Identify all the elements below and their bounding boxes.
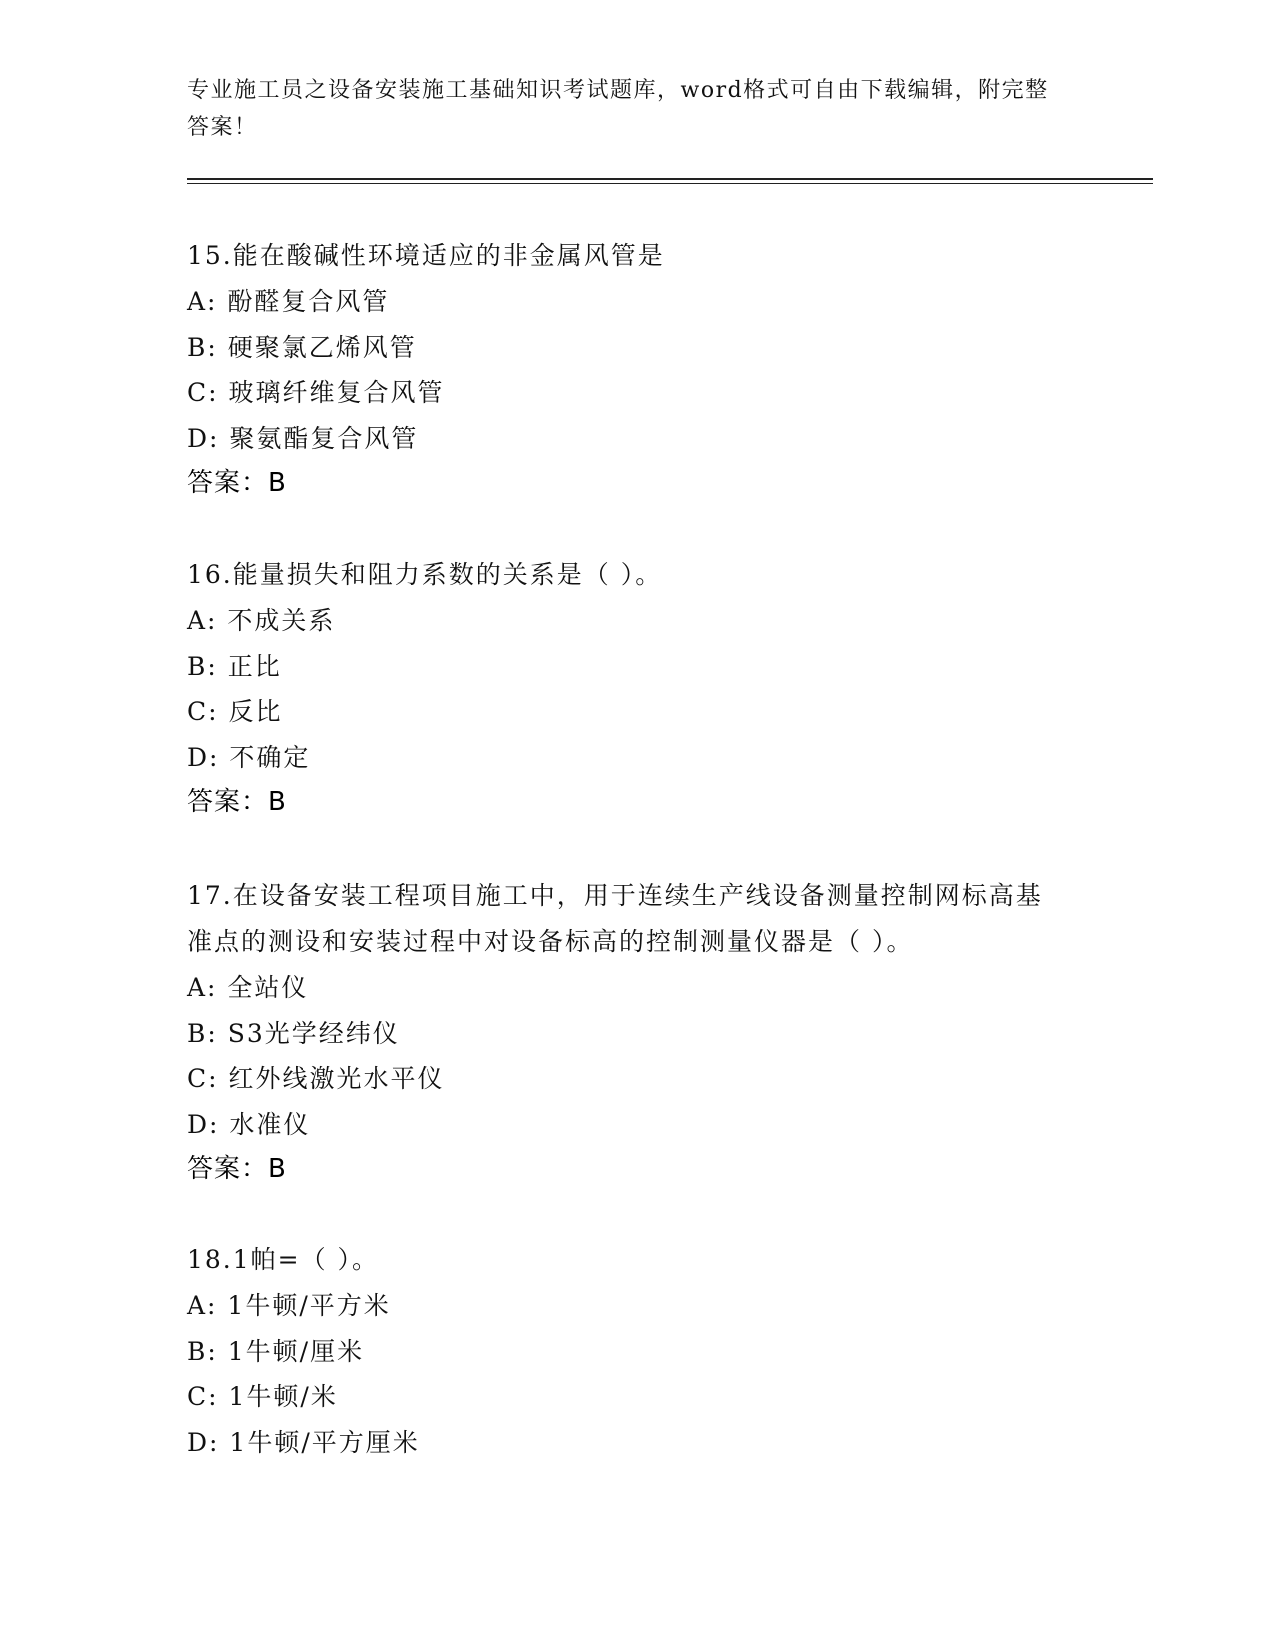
option-c: C: 红外线激光水平仪 — [187, 1064, 445, 1093]
option-d: D: 聚氨酯复合风管 — [187, 423, 419, 453]
option-c: C: 反比 — [187, 697, 283, 726]
option-b: B: 正比 — [187, 651, 282, 681]
question-18 — [187, 1237, 1087, 1465]
option-a: A: 酚醛复合风管 — [187, 287, 390, 316]
option-a: A: 不成关系 — [187, 606, 336, 635]
option-c: C: 1牛顿/米 — [187, 1382, 338, 1411]
option-d: D: 水准仪 — [187, 1109, 311, 1139]
question-16 — [187, 552, 1087, 825]
question-15 — [187, 233, 1087, 506]
option-b: B: S3光学经纬仪 — [187, 1018, 400, 1048]
question-stem: 15.能在酸碱性环境适应的非金属风管是 — [187, 241, 665, 270]
header-divider-thin — [187, 183, 1153, 184]
option-a: A: 1牛顿/平方米 — [187, 1291, 391, 1320]
answer-line: 答案：B — [187, 1154, 287, 1184]
option-c: C: 玻璃纤维复合风管 — [187, 378, 445, 407]
answer-line: 答案：B — [187, 787, 287, 817]
header-divider-thick — [187, 178, 1153, 180]
option-d: D: 1牛顿/平方厘米 — [187, 1427, 420, 1457]
question-stem: 18.1帕=（ ）。 — [187, 1245, 380, 1274]
option-b: B: 硬聚氯乙烯风管 — [187, 332, 417, 362]
answer-line: 答案：B — [187, 468, 287, 498]
option-d: D: 不确定 — [187, 742, 311, 772]
option-b: B: 1牛顿/厘米 — [187, 1336, 365, 1366]
question-stem: 17.在设备安装工程项目施工中，用于连续生产线设备测量控制网标高基准点的测设和安装过程中对设备标高的控制测量仪器是（ ）。 — [187, 881, 1043, 956]
option-a: A: 全站仪 — [187, 973, 309, 1002]
question-17 — [187, 873, 1087, 1192]
question-stem: 16.能量损失和阻力系数的关系是（ ）。 — [187, 560, 663, 589]
document-header: 专业施工员之设备安装施工基础知识考试题库，word格式可自由下载编辑，附完整答案！ — [187, 78, 1049, 140]
